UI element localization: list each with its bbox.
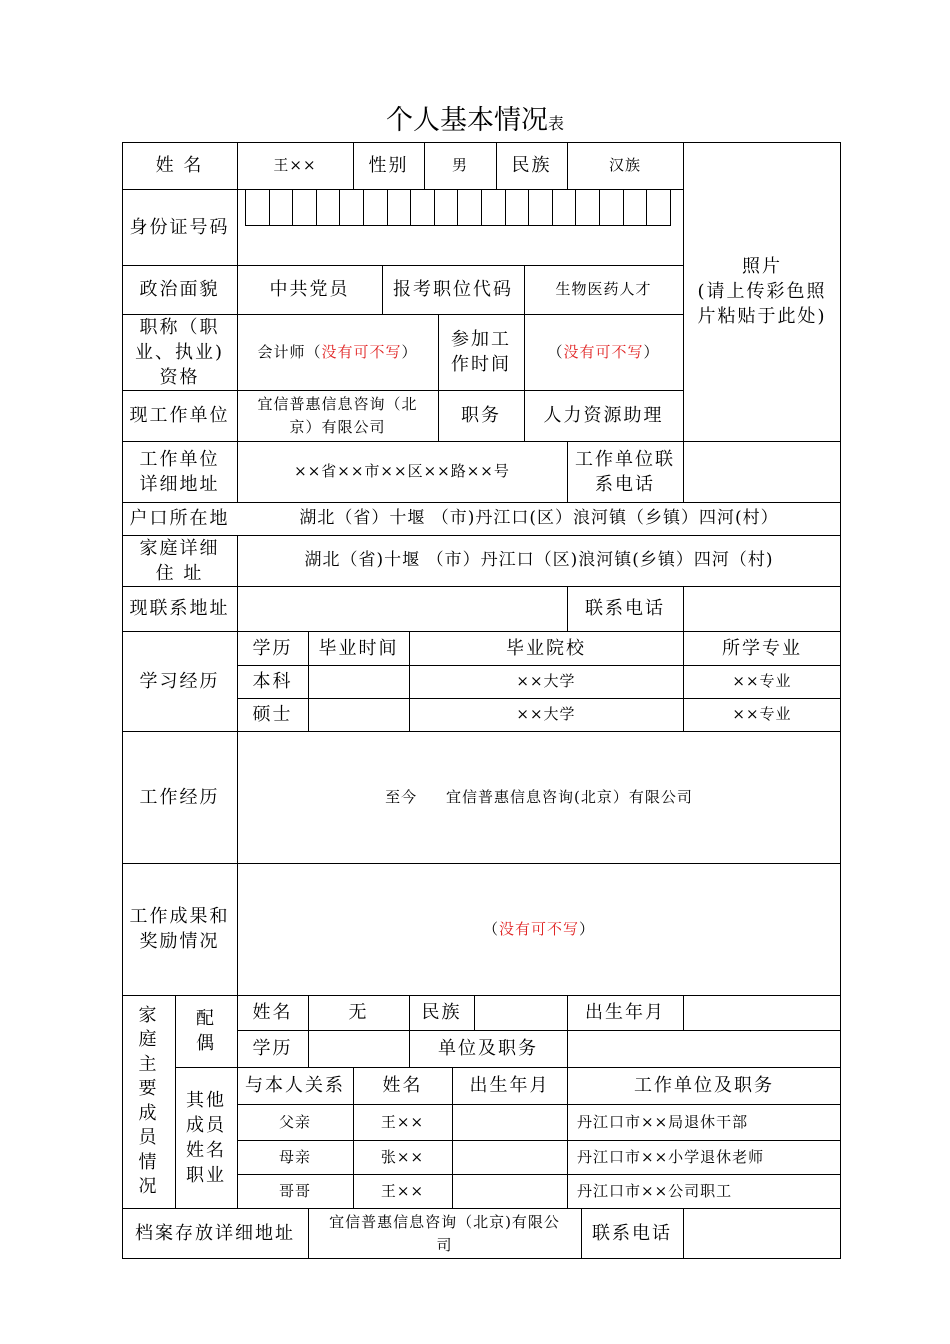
work-start-value[interactable]: （ 没有可不写 ）	[524, 314, 683, 390]
spouse-job-value[interactable]	[567, 1030, 841, 1067]
id-digit-box[interactable]	[245, 189, 270, 226]
duty-label: 职务	[461, 405, 501, 426]
member-birth[interactable]	[452, 1174, 567, 1208]
title-qual-value[interactable]: 会计师（ 没有可不写 ）	[237, 314, 438, 390]
member-relation[interactable]: 母亲	[278, 1147, 311, 1166]
spouse-ethnicity-value[interactable]	[474, 995, 567, 1030]
family-label: 家 庭 主 要 成 员 情 况	[138, 1004, 159, 1197]
archive-phone-value[interactable]	[683, 1208, 841, 1259]
id-digit-box[interactable]	[316, 189, 341, 226]
spouse-ethnicity-label: 民族	[421, 1002, 462, 1023]
edu-row-major[interactable]: ××专业	[732, 705, 792, 723]
member-birth[interactable]	[452, 1140, 567, 1174]
member-header-job: 工作单位及职务	[634, 1075, 774, 1096]
work-history-label: 工作经历	[139, 786, 220, 808]
hukou-value[interactable]: 湖北（省）十堰 （市)丹江口(区）浪河镇（乡镇）四河(村）	[299, 508, 779, 528]
member-name[interactable]: 王××	[380, 1181, 425, 1200]
edu-header-school: 毕业院校	[506, 637, 586, 659]
edu-header-major: 所学专业	[722, 637, 802, 659]
form-title-suffix: 表	[547, 114, 564, 133]
spouse-label: 配 偶	[196, 1008, 216, 1054]
edu-header-degree: 学历	[252, 637, 293, 659]
education-label: 学习经历	[139, 670, 220, 692]
id-digit-box[interactable]	[623, 189, 648, 226]
hukou-label: 户口所在地	[129, 508, 230, 529]
member-header-birth: 出生年月	[469, 1075, 550, 1096]
member-job[interactable]: 丹江口市××小学退休老师	[577, 1147, 765, 1166]
id-digit-box[interactable]	[387, 189, 412, 226]
ethnicity-label: 民族	[511, 155, 552, 176]
name-label: 姓 名	[155, 155, 204, 176]
spouse-name-value[interactable]: 无	[348, 1002, 369, 1023]
archive-value[interactable]: 宜信普惠信息咨询（北京)有限公 司	[329, 1212, 560, 1254]
edu-row-school[interactable]: ××大学	[516, 705, 576, 723]
optional-hint: 没有可不写	[563, 342, 644, 361]
spouse-birth-label: 出生年月	[585, 1002, 665, 1023]
id-card-label: 身份证号码	[129, 216, 230, 238]
name-value[interactable]: 王××	[273, 156, 317, 174]
edu-row-degree[interactable]: 硕士	[252, 704, 293, 725]
id-digit-box[interactable]	[363, 189, 388, 226]
home-address-value[interactable]: 湖北（省)十堰 （市）丹江口（区)浪河镇(乡镇）四河（村)	[304, 550, 774, 570]
photo-box[interactable]	[683, 142, 841, 441]
id-digit-box[interactable]	[528, 189, 553, 226]
id-digit-box[interactable]	[434, 189, 459, 226]
member-header-relation: 与本人关系	[245, 1075, 345, 1096]
contact-phone-value[interactable]	[683, 586, 841, 631]
employer-address-value[interactable]: ××省××市××区××路××号	[294, 462, 510, 480]
gender-value[interactable]: 男	[451, 156, 468, 174]
ethnicity-value[interactable]: 汉族	[608, 156, 641, 174]
member-birth[interactable]	[452, 1104, 567, 1140]
edu-row-degree[interactable]: 本科	[252, 671, 293, 692]
edu-row-grad-time[interactable]	[308, 665, 409, 698]
achievements-label: 工作成果和 奖励情况	[129, 906, 230, 952]
id-digit-box[interactable]	[410, 189, 435, 226]
work-history-value[interactable]: 至今 宜信普惠信息咨询(北京）有限公司	[385, 787, 693, 806]
political-label: 政治面貌	[139, 279, 220, 300]
archive-label: 档案存放详细地址	[135, 1223, 295, 1244]
optional-hint: 没有可不写	[498, 919, 579, 938]
gender-label: 性别	[368, 155, 409, 176]
member-job[interactable]: 丹江口市××局退休干部	[577, 1112, 749, 1131]
id-digit-box[interactable]	[505, 189, 530, 226]
political-value[interactable]: 中共党员	[269, 279, 350, 300]
form-title	[0, 98, 950, 137]
spouse-birth-value[interactable]	[683, 995, 841, 1030]
id-digit-box[interactable]	[292, 189, 317, 226]
spouse-name-label: 姓名	[252, 1002, 293, 1023]
other-members-label: 其他 成员 姓名 职业	[186, 1089, 226, 1186]
spouse-edu-label: 学历	[252, 1038, 293, 1059]
edu-row-grad-time[interactable]	[308, 698, 409, 731]
title-qual-label: 职称（职 业、执业) 资格	[134, 316, 225, 388]
spouse-edu-value[interactable]	[308, 1030, 409, 1067]
work-start-label: 参加工 作时间	[451, 329, 511, 375]
member-relation[interactable]: 哥哥	[278, 1181, 311, 1200]
id-digit-box[interactable]	[575, 189, 600, 226]
edu-row-major[interactable]: ××专业	[732, 672, 792, 690]
member-name[interactable]: 王××	[380, 1112, 425, 1131]
contact-address-value[interactable]	[237, 586, 567, 631]
employer-phone-label: 工作单位联 系电话	[575, 448, 675, 495]
contact-phone-label: 联系电话	[585, 598, 665, 619]
member-name[interactable]: 张××	[380, 1147, 425, 1166]
optional-hint: 没有可不写	[321, 342, 402, 361]
id-digit-box[interactable]	[481, 189, 506, 226]
member-header-name: 姓名	[382, 1075, 423, 1096]
id-digit-box[interactable]	[552, 189, 577, 226]
employer-phone-value[interactable]	[683, 441, 841, 502]
id-digit-box[interactable]	[599, 189, 624, 226]
edu-row-school[interactable]: ××大学	[516, 672, 576, 690]
id-digit-box[interactable]	[339, 189, 364, 226]
member-job[interactable]: 丹江口市××公司职工	[577, 1181, 733, 1200]
duty-value[interactable]: 人力资源助理	[543, 405, 664, 426]
position-code-label: 报考职位代码	[393, 279, 513, 300]
contact-address-label: 现联系地址	[129, 598, 230, 619]
position-code-value[interactable]: 生物医药人才	[555, 280, 652, 298]
employer-label: 现工作单位	[129, 405, 230, 426]
photo-label: 照片	[742, 256, 782, 277]
form-title-main: 个人基本情况	[385, 105, 548, 136]
archive-phone-label: 联系电话	[592, 1223, 672, 1244]
member-relation[interactable]: 父亲	[278, 1112, 311, 1131]
photo-hint-1: (请上传彩色照	[697, 281, 827, 302]
employer-value[interactable]: 宜信普惠信息咨询（北 京）有限公司	[257, 394, 418, 436]
photo-hint-2: 片粘贴于此处)	[697, 306, 827, 327]
edu-header-grad-time: 毕业时间	[318, 637, 399, 659]
id-digit-box[interactable]	[646, 189, 671, 226]
achievements-value[interactable]: （ 没有可不写 ）	[237, 863, 841, 995]
employer-address-label: 工作单位 详细地址	[139, 448, 220, 495]
home-address-label: 家庭详细 住 址	[139, 537, 220, 584]
id-digit-box[interactable]	[457, 189, 482, 226]
id-digit-box[interactable]	[269, 189, 294, 226]
spouse-job-label: 单位及职务	[438, 1038, 538, 1059]
